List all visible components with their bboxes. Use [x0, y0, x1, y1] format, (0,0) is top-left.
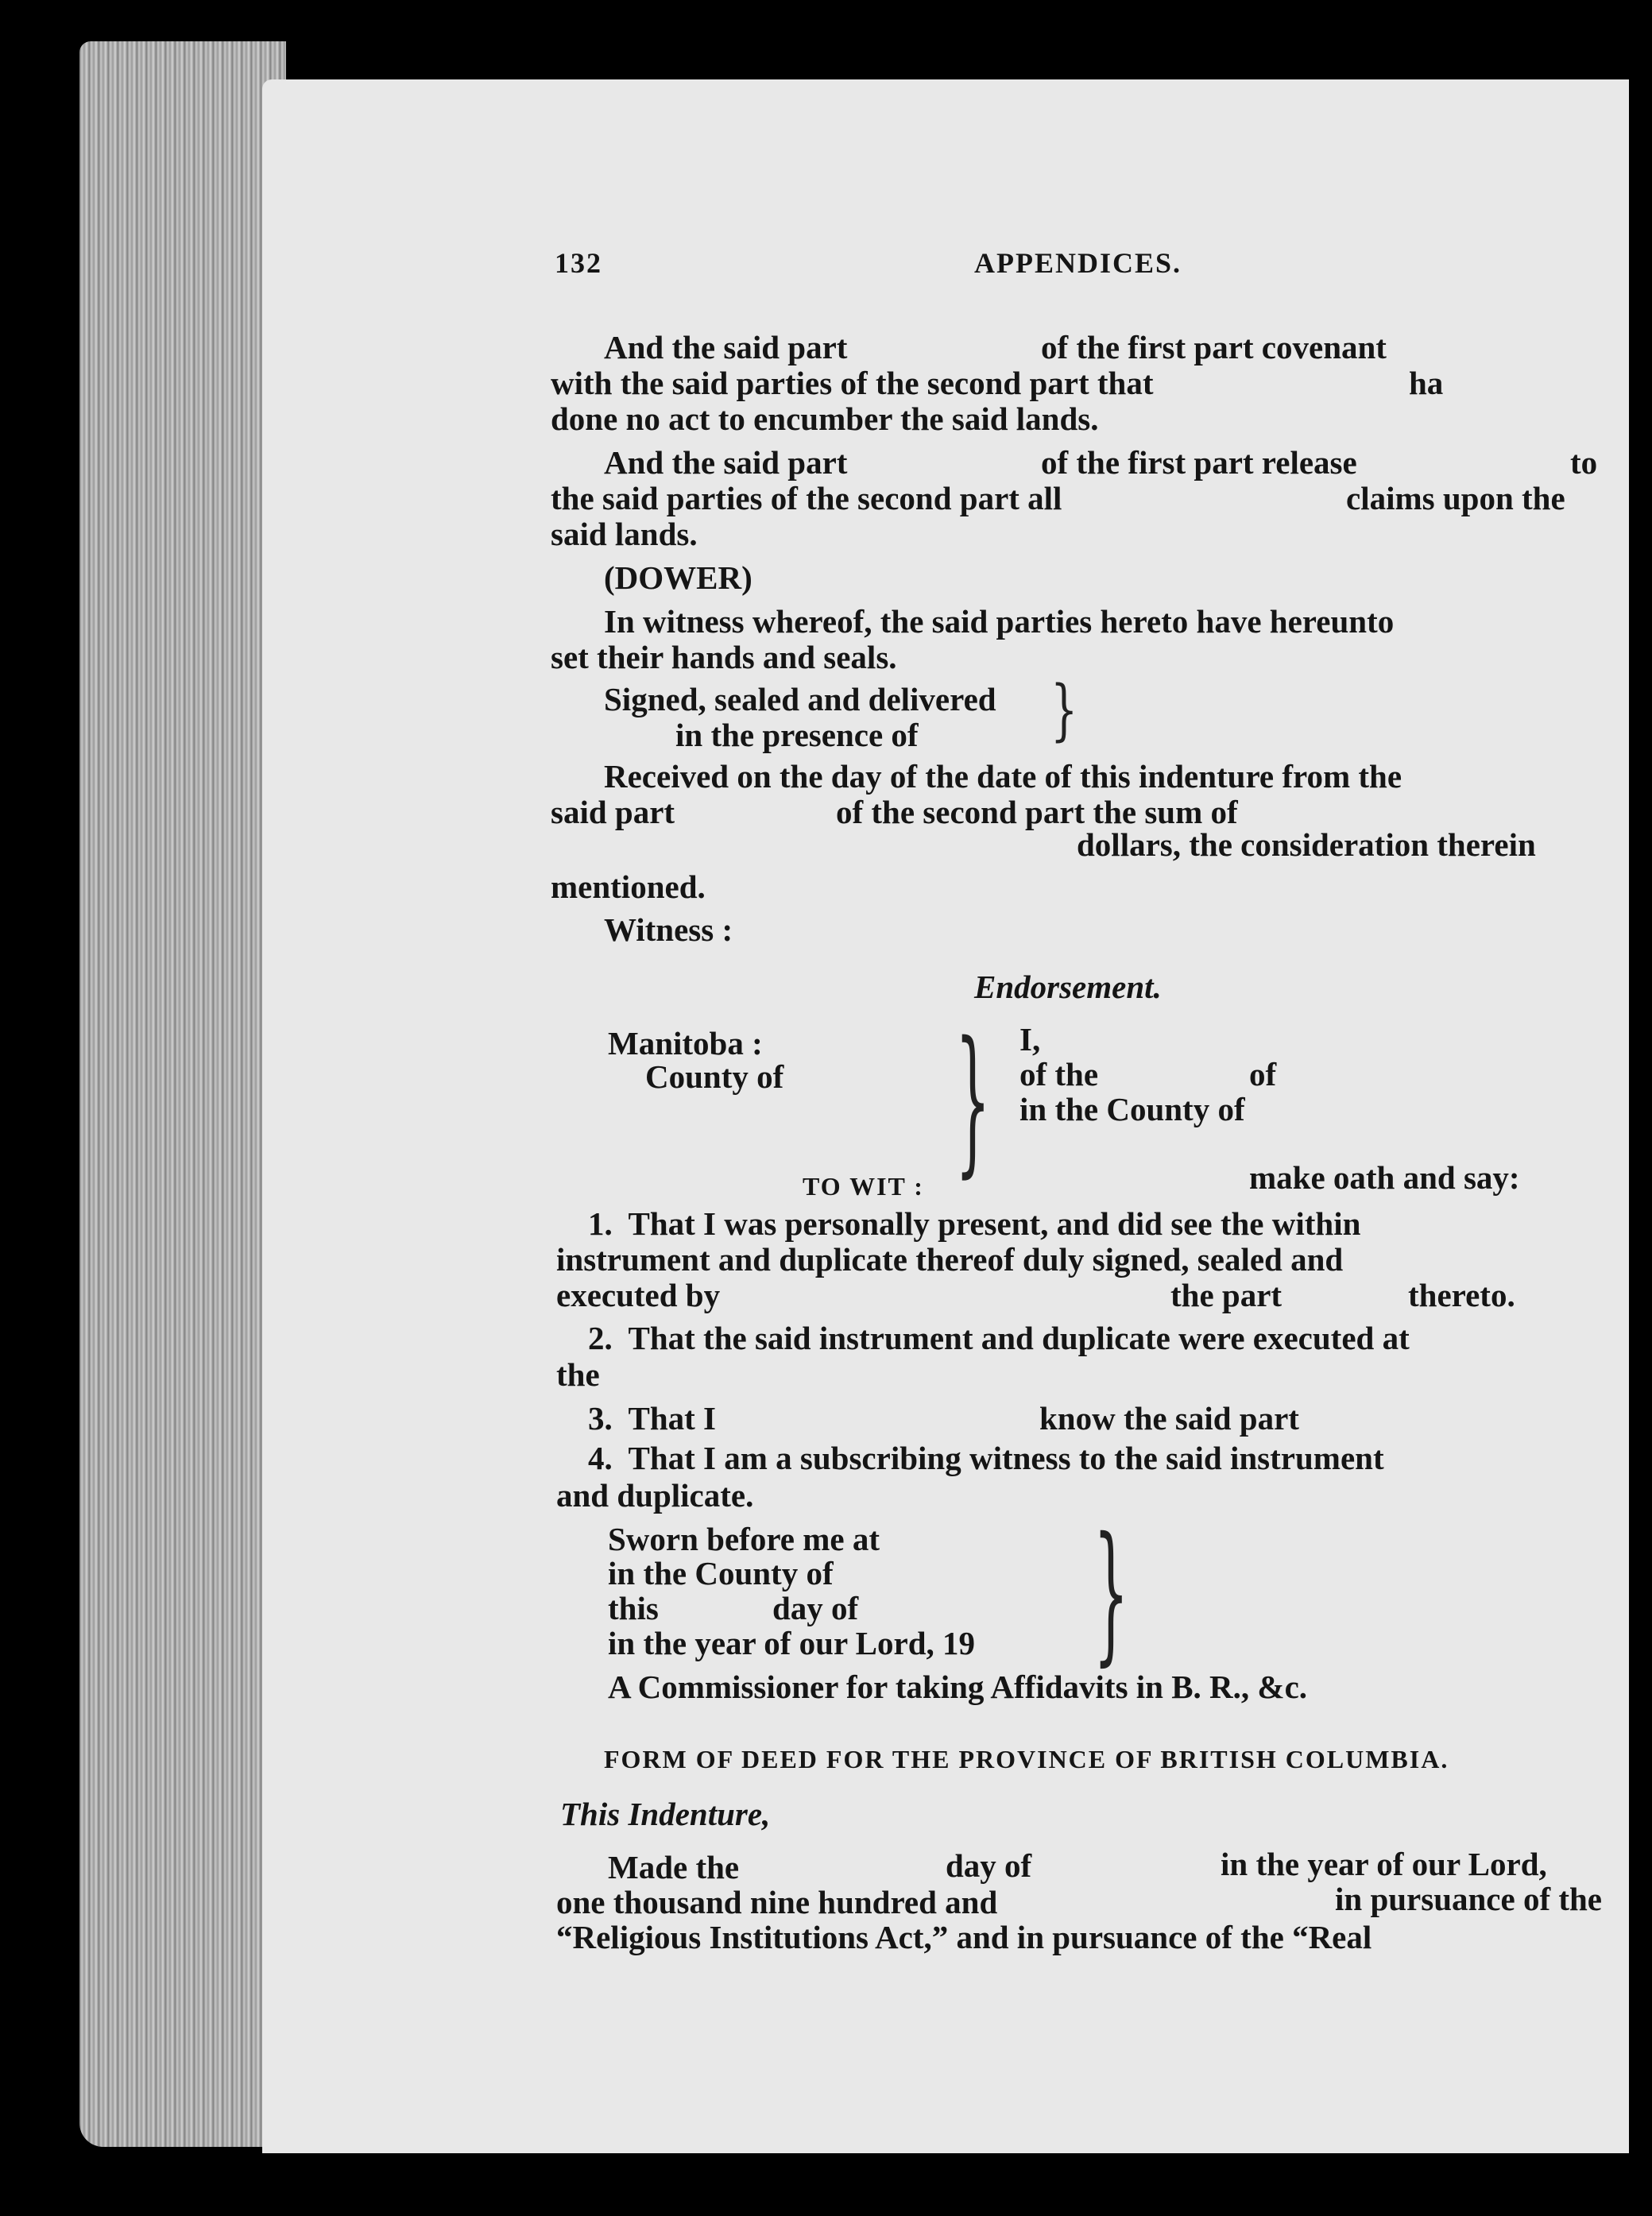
text-line: Received on the day of the date of this indenture from the	[604, 758, 1402, 795]
text-line: said part	[551, 794, 675, 830]
text-line: the	[556, 1356, 600, 1393]
text-line: said lands.	[551, 516, 698, 552]
text-line: of the second part the sum of	[836, 794, 1238, 830]
running-title: APPENDICES.	[974, 247, 1182, 279]
text-line: Manitoba :	[608, 1025, 763, 1062]
text-line: executed by	[556, 1277, 721, 1313]
text-line: of the first part covenant	[1041, 329, 1387, 365]
text-line: In witness whereof, the said parties hereto have hereunto	[604, 603, 1395, 640]
text-line: Signed, sealed and delivered	[604, 681, 996, 717]
page-edges	[79, 41, 286, 2147]
text-line: mentioned.	[551, 868, 706, 905]
text-line: one thousand nine hundred and	[556, 1884, 998, 1920]
text-line: this	[608, 1590, 659, 1626]
text-line: 4. That I am a subscribing witness to the said instrument	[588, 1440, 1384, 1476]
text-line: day of	[946, 1847, 1032, 1884]
text-line: make oath and say:	[1249, 1159, 1520, 1196]
text-line: And the said part	[604, 444, 848, 481]
section-heading: FORM OF DEED FOR THE PROVINCE OF BRITISH COLUMBIA.	[604, 1745, 1449, 1773]
text-line: in the presence of	[675, 717, 919, 753]
text-line: thereto.	[1408, 1277, 1515, 1313]
text-line: set their hands and seals.	[551, 639, 897, 675]
text-line: to	[1570, 444, 1598, 481]
text-line: dollars, the consideration therein	[1077, 826, 1536, 863]
brace-right: }	[1093, 1504, 1129, 1681]
text-line: of the first part release	[1041, 444, 1357, 481]
text-line: I,	[1019, 1021, 1041, 1058]
text-line: the part	[1170, 1277, 1283, 1313]
text-line: 1. That I was personally present, and did see the within	[588, 1205, 1361, 1242]
indenture-heading: This Indenture,	[560, 1796, 771, 1832]
text-line: done no act to encumber the said lands.	[551, 400, 1099, 437]
brace-right: }	[1050, 671, 1078, 748]
text-line: Witness :	[604, 911, 733, 948]
page-number: 132	[555, 247, 602, 279]
text-line: of the	[1019, 1056, 1099, 1093]
text-line: ha	[1409, 365, 1444, 401]
text-line: And the said part	[604, 329, 848, 365]
text-line: day of	[772, 1590, 859, 1626]
text-line: in the County of	[608, 1555, 834, 1591]
brace-right: }	[955, 1007, 991, 1193]
text-line: in pursuance of the	[1335, 1881, 1603, 1917]
text-line: the said parties of the second part all	[551, 480, 1062, 516]
endorsement-heading: Endorsement.	[974, 969, 1162, 1005]
text-line: with the said parties of the second part that	[551, 365, 1154, 401]
text-line: “Religious Institutions Act,” and in pursuance of the “Real	[556, 1919, 1372, 1955]
text-line: in the County of	[1019, 1091, 1245, 1127]
text-line: in the year of our Lord, 19	[608, 1625, 976, 1661]
text-line: of	[1249, 1056, 1277, 1093]
text-line: 3. That I	[588, 1400, 717, 1437]
text-line: 2. That the said instrument and duplicate were executed at	[588, 1320, 1410, 1356]
text-line: Sworn before me at	[608, 1521, 880, 1557]
text-line: County of	[645, 1058, 784, 1095]
text-line: and duplicate.	[556, 1477, 754, 1514]
dower-heading: (DOWER)	[604, 559, 752, 596]
text-line: know the said part	[1039, 1400, 1299, 1437]
text-line: TO WIT :	[803, 1172, 924, 1201]
text-line: A Commissioner for taking Affidavits in B. R., &c.	[608, 1669, 1308, 1705]
text-line: instrument and duplicate thereof duly signed, sealed and	[556, 1241, 1344, 1278]
text-line: claims upon the	[1346, 480, 1565, 516]
text-line: in the year of our Lord,	[1221, 1846, 1547, 1882]
text-line: Made the	[608, 1849, 740, 1885]
